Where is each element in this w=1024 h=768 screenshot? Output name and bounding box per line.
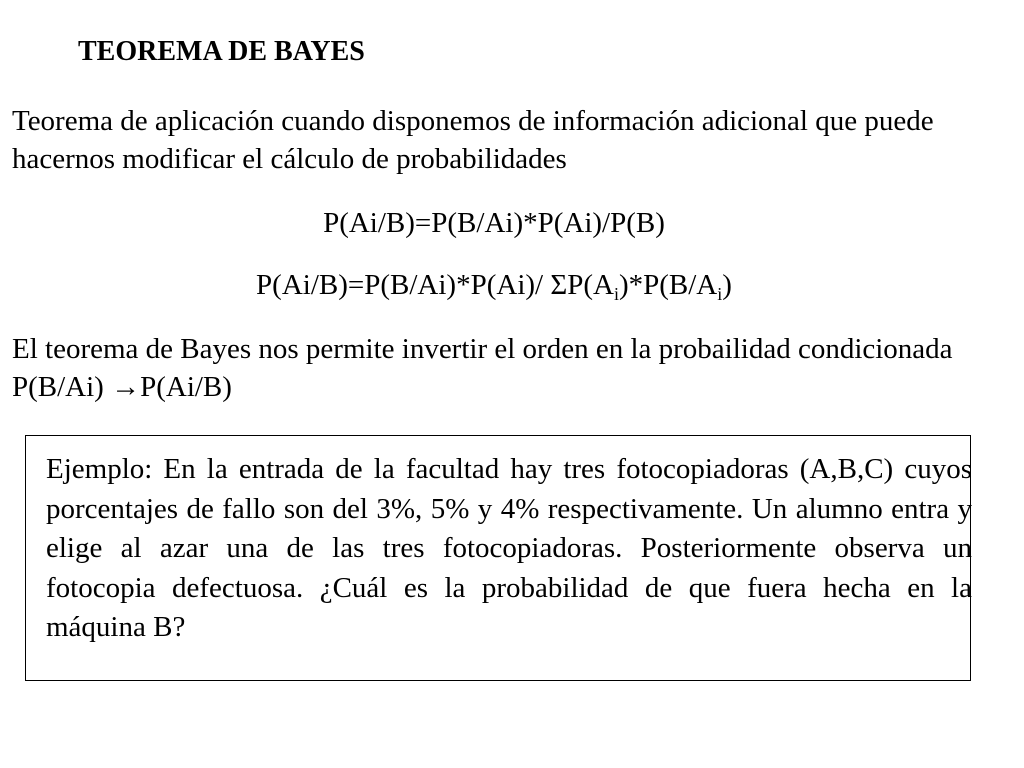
formula-subscript-2: i bbox=[717, 284, 723, 304]
formula-part-3: ) bbox=[722, 269, 732, 301]
page-title: TEOREMA DE BAYES bbox=[78, 36, 365, 67]
bayes-formula-simple: P(Ai/B)=P(B/Ai)*P(Ai)/P(B) bbox=[323, 207, 665, 239]
example-text: Ejemplo: En la entrada de la facultad hay tres fotocopiadoras (A,B,C) cuyos porcentajes de fallo son del 3%, 5% y 4% respectivamente. Un alumno entra y elige al azar una de las tres fotocopiadoras. Posteriormente observa un fotocopia defectuosa. ¿Cuál es la probabilidad de que fuera hecha en la máquina B? bbox=[46, 453, 972, 643]
formula-subscript-1: i bbox=[613, 284, 619, 304]
bayes-inversion-note: El teorema de Bayes nos permite invertir el orden en la probailidad condicionada P(B/Ai) →P(Ai/B) bbox=[12, 333, 953, 403]
example-box bbox=[25, 435, 971, 681]
bayes-formula-total-probability bbox=[0, 266, 1006, 304]
formula-part-2: )*P(B/A bbox=[618, 269, 718, 301]
formula-part-1: P(Ai/B)=P(B/Ai)*P(Ai)/ ΣP(A bbox=[256, 269, 614, 301]
intro-paragraph: Teorema de aplicación cuando disponemos de información adicional que puede hacernos modificar el cálculo de probabilidades bbox=[12, 105, 934, 175]
